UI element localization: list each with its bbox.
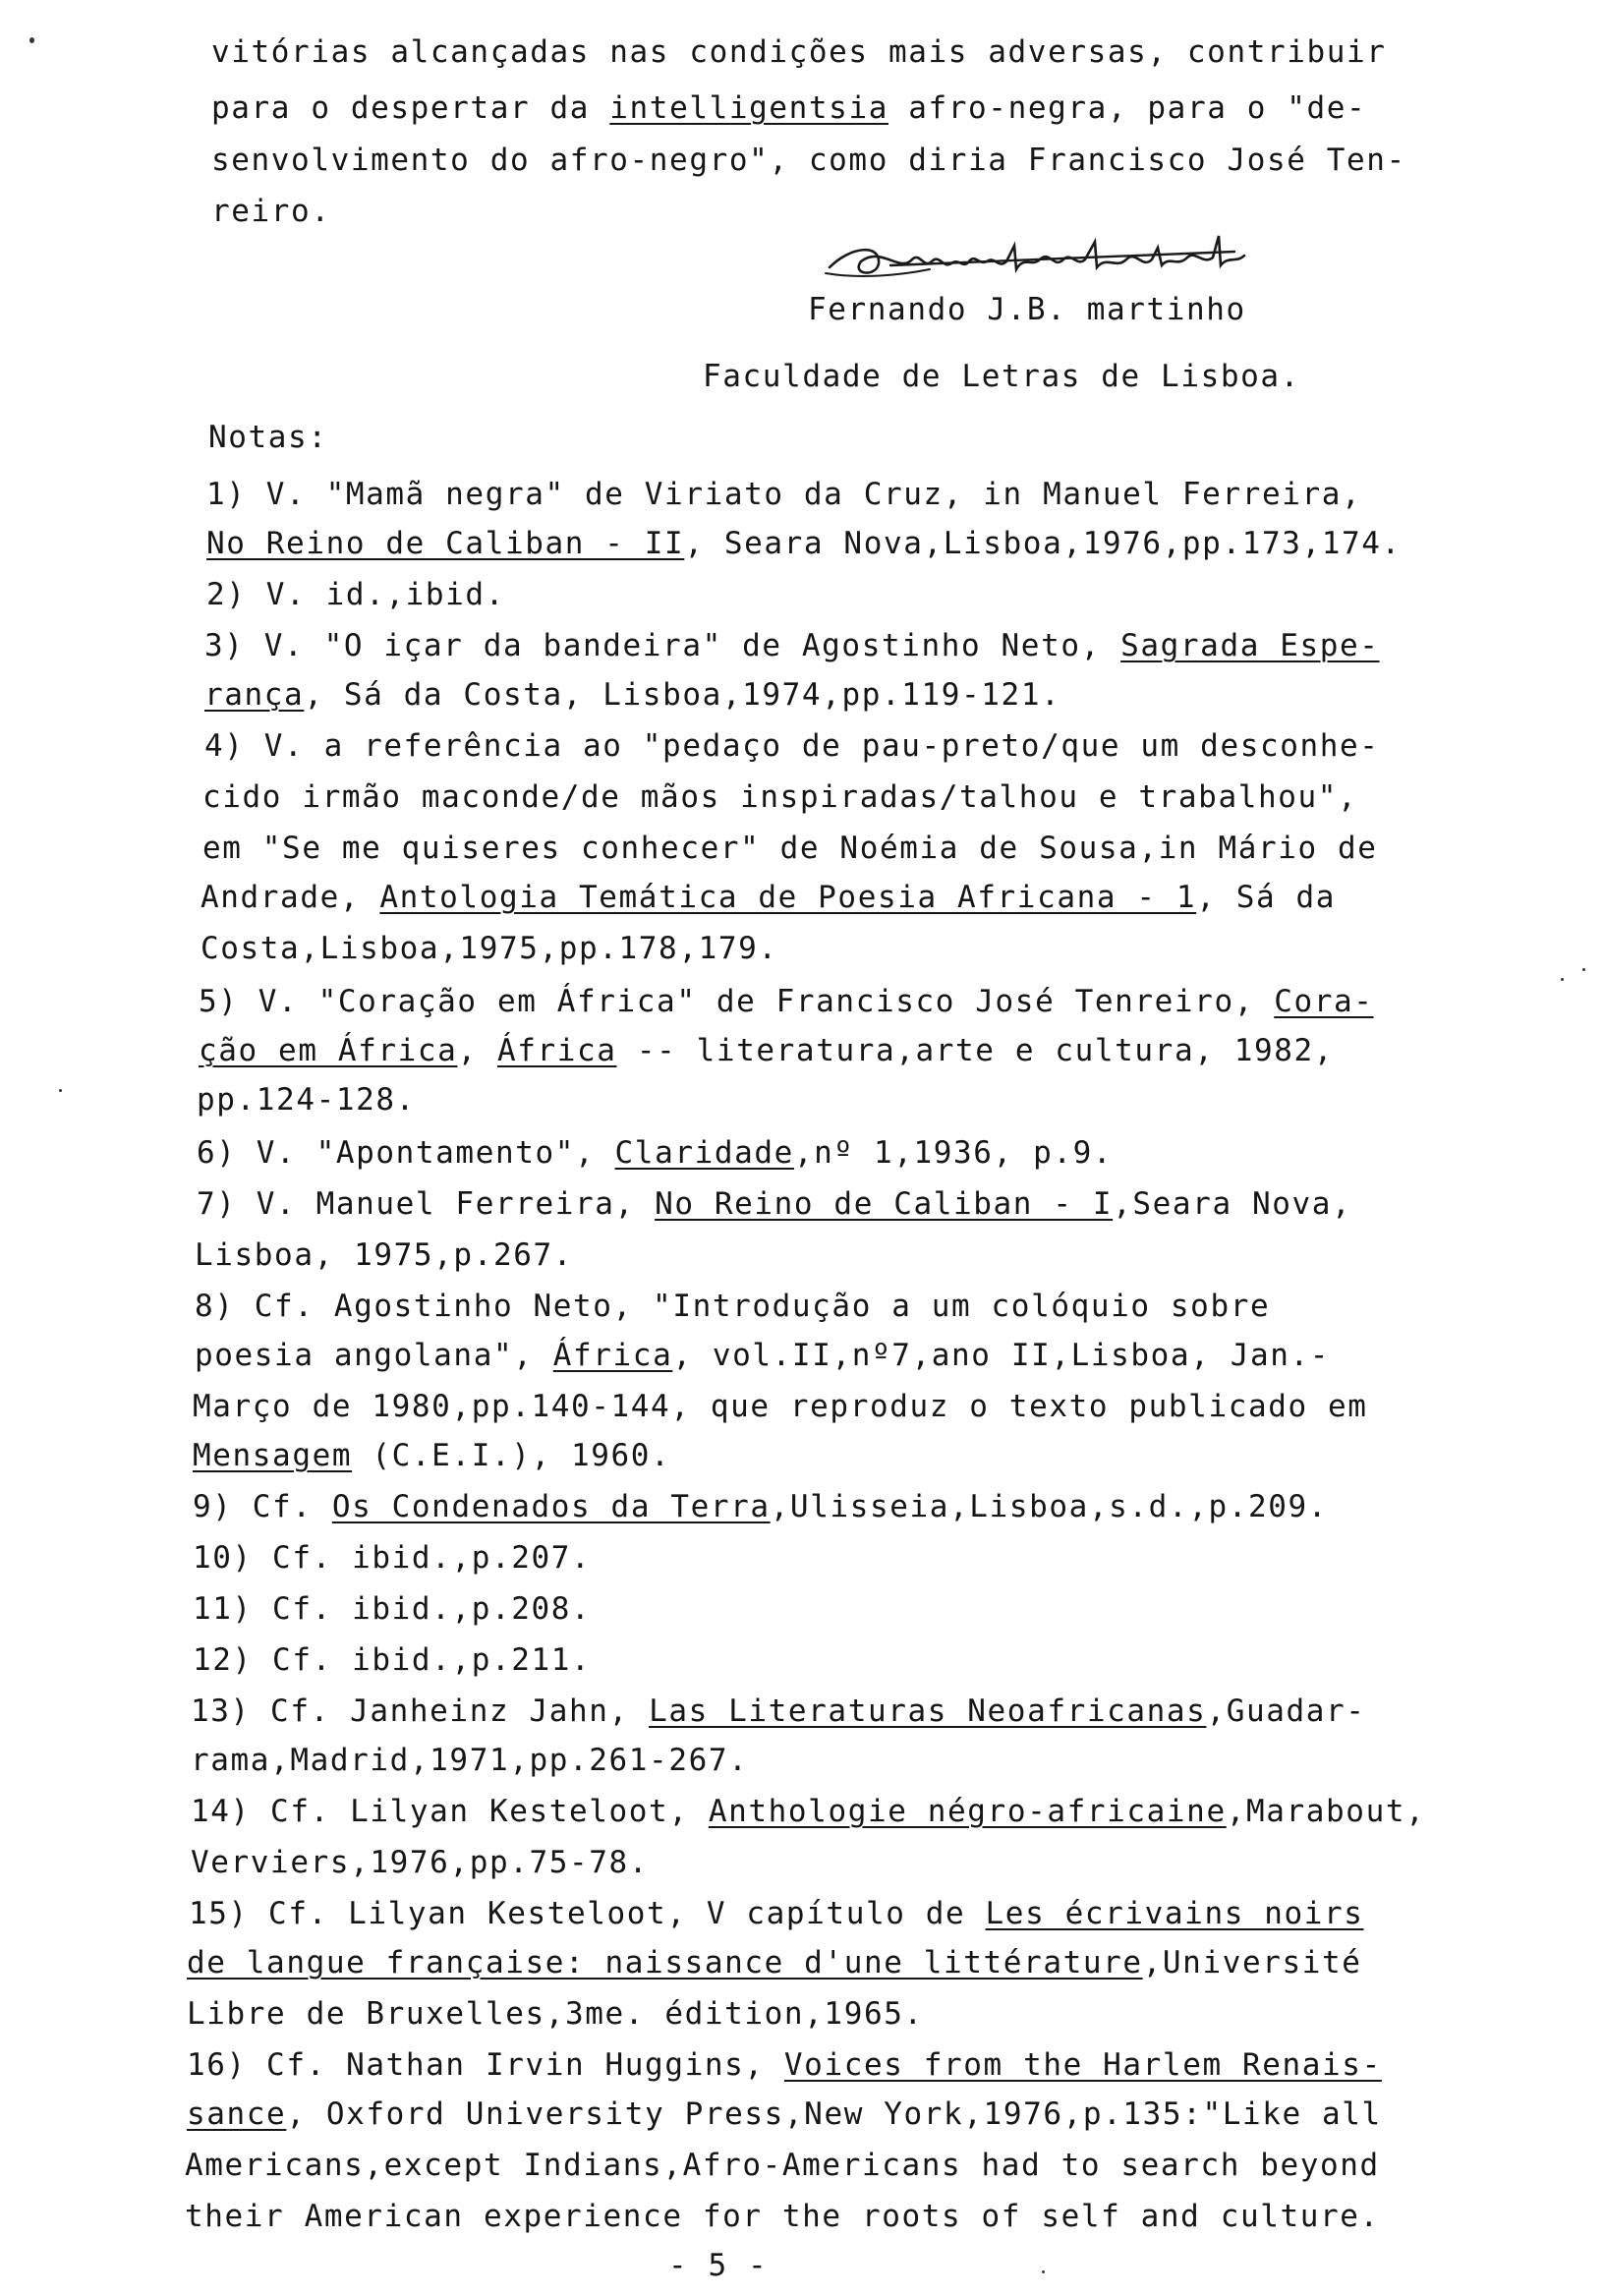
cited-title: No Reino de Caliban - II <box>206 526 685 561</box>
note-8-line-3: Março de 1980,pp.140-144, que reproduz o texto publicado em <box>193 1389 1368 1424</box>
note-16-line-1: 16) Cf. Nathan Irvin Huggins, Voices from the Harlem Renais- <box>187 2047 1382 2083</box>
page-number: - 5 - <box>668 2248 769 2283</box>
note-4-line-4: Andrade, Antologia Temática de Poesia Africana - 1, Sá da <box>200 880 1337 915</box>
cited-title: rança <box>204 677 305 713</box>
cited-title: Mensagem <box>193 1438 353 1473</box>
scan-speck <box>1042 2270 1045 2273</box>
note-5-line-2: ção em África, África -- literatura,arte e cultura, 1982, <box>199 1033 1335 1068</box>
body-text: reiro. <box>211 194 331 229</box>
cited-title: de langue française: naissance d'une littérature <box>187 1945 1143 1980</box>
body-line-1 <box>211 34 1387 70</box>
scan-speck <box>59 1089 62 1092</box>
body-text: vitórias alcançadas nas condições mais adversas, contribuir <box>211 34 1387 70</box>
body-line-4 <box>211 194 331 229</box>
cited-title: Voices from the Harlem Renais- <box>783 2047 1382 2083</box>
note-7-line-2: Lisboa, 1975,p.267. <box>195 1237 574 1273</box>
note-8-line-4: Mensagem (C.E.I.), 1960. <box>193 1438 671 1473</box>
note-5-line-1: 5) V. "Coração em África" de Francisco José Tenreiro, Cora- <box>199 984 1374 1019</box>
cited-title: África <box>496 1033 617 1068</box>
note-3-line-1: 3) V. "O içar da bandeira" de Agostinho Neto, Sagrada Espe- <box>204 628 1380 663</box>
underlined-term: intelligentsia <box>609 90 888 126</box>
note-16-line-3: Americans,except Indians,Afro-Americans had to search beyond <box>185 2148 1380 2183</box>
body-text: afro-negra, para o "de- <box>888 90 1367 126</box>
cited-title: Anthologie négro-africaine <box>708 1794 1227 1829</box>
note-14-line-2: Verviers,1976,pp.75-78. <box>191 1845 650 1880</box>
note-13-line-1: 13) Cf. Janheinz Jahn, Las Literaturas Neoafricanas,Guadar- <box>191 1693 1366 1729</box>
body-text: senvolvimento do afro-negro", como diria Francisco José Ten- <box>211 143 1406 178</box>
notes-heading: Notas: <box>208 420 328 455</box>
cited-title: Antologia Temática de Poesia Africana - 1 <box>379 880 1197 915</box>
handwritten-signature <box>822 226 1254 295</box>
cited-title: sance <box>187 2096 287 2132</box>
cited-title: Claridade <box>614 1135 794 1171</box>
note-4-line-2: cido irmão maconde/de mãos inspiradas/talhou e trabalhou", <box>202 779 1358 815</box>
note-4-line-5: Costa,Lisboa,1975,pp.178,179. <box>200 931 778 966</box>
note-15-line-1: 15) Cf. Lilyan Kesteloot, V capítulo de Les écrivains noirs <box>189 1896 1364 1931</box>
note-8-line-2: poesia angolana", África, vol.II,nº7,ano II,Lisboa, Jan.- <box>195 1338 1331 1373</box>
note-15-line-3: Libre de Bruxelles,3me. édition,1965. <box>187 1996 924 2032</box>
body-line-3 <box>211 145 1406 176</box>
note-7-line-1: 7) V. Manuel Ferreira, No Reino de Caliban - I,Seara Nova, <box>197 1186 1352 1222</box>
cited-title: No Reino de Caliban - I <box>655 1186 1114 1222</box>
body-line-2 <box>211 90 1367 126</box>
cited-title: Sagrada Espe- <box>1120 628 1380 663</box>
scan-speck <box>29 37 34 43</box>
cited-title: África <box>552 1338 673 1373</box>
cited-title: Las Literaturas Neoafricanas <box>649 1693 1207 1729</box>
body-text: para o despertar da <box>211 90 610 126</box>
author-affiliation: Faculdade de Letras de Lisboa. <box>703 359 1300 394</box>
note-6: 6) V. "Apontamento", Claridade,nº 1,1936, p.9. <box>197 1135 1114 1171</box>
scan-speck <box>1582 968 1585 971</box>
note-1-line-2: No Reino de Caliban - II, Seara Nova,Lisboa,1976,pp.173,174. <box>206 526 1402 561</box>
cited-title: Les écrivains noirs <box>985 1896 1364 1931</box>
note-10: 10) Cf. ibid.,p.207. <box>193 1540 592 1576</box>
note-16-line-4: their American experience for the roots of self and culture. <box>185 2199 1380 2234</box>
cited-title: Cora- <box>1274 984 1374 1019</box>
note-3-line-2: rança, Sá da Costa, Lisboa,1974,pp.119-121. <box>204 677 1061 713</box>
scan-speck <box>1561 978 1564 981</box>
note-14-line-1: 14) Cf. Lilyan Kesteloot, Anthologie négro-africaine,Marabout, <box>191 1794 1426 1829</box>
note-13-line-2: rama,Madrid,1971,pp.261-267. <box>191 1743 749 1778</box>
note-8-line-1: 8) Cf. Agostinho Neto, "Introdução a um colóquio sobre <box>195 1289 1271 1324</box>
note-9: 9) Cf. Os Condenados da Terra,Ulisseia,Lisboa,s.d.,p.209. <box>193 1489 1329 1524</box>
note-5-line-3: pp.124-128. <box>197 1082 416 1118</box>
note-2: 2) V. id.,ibid. <box>206 577 505 612</box>
note-11: 11) Cf. ibid.,p.208. <box>193 1591 592 1627</box>
cited-title: Os Condenados da Terra <box>331 1489 771 1524</box>
note-4-line-3: em "Se me quiseres conhecer" de Noémia de Sousa,in Mário de <box>202 831 1378 866</box>
note-12: 12) Cf. ibid.,p.211. <box>193 1642 592 1678</box>
note-4-line-1: 4) V. a referência ao "pedaço de pau-preto/que um desconhe- <box>204 728 1380 764</box>
author-name: Fernando J.B. martinho <box>808 292 1246 327</box>
note-15-line-2: de langue française: naissance d'une littérature,Université <box>187 1945 1362 1980</box>
cited-title: ção em África <box>199 1033 458 1068</box>
note-16-line-2: sance, Oxford University Press,New York,1976,p.135:"Like all <box>187 2096 1382 2132</box>
note-1-line-1: 1) V. "Mamã negra" de Viriato da Cruz, in Manuel Ferreira, <box>206 477 1362 512</box>
